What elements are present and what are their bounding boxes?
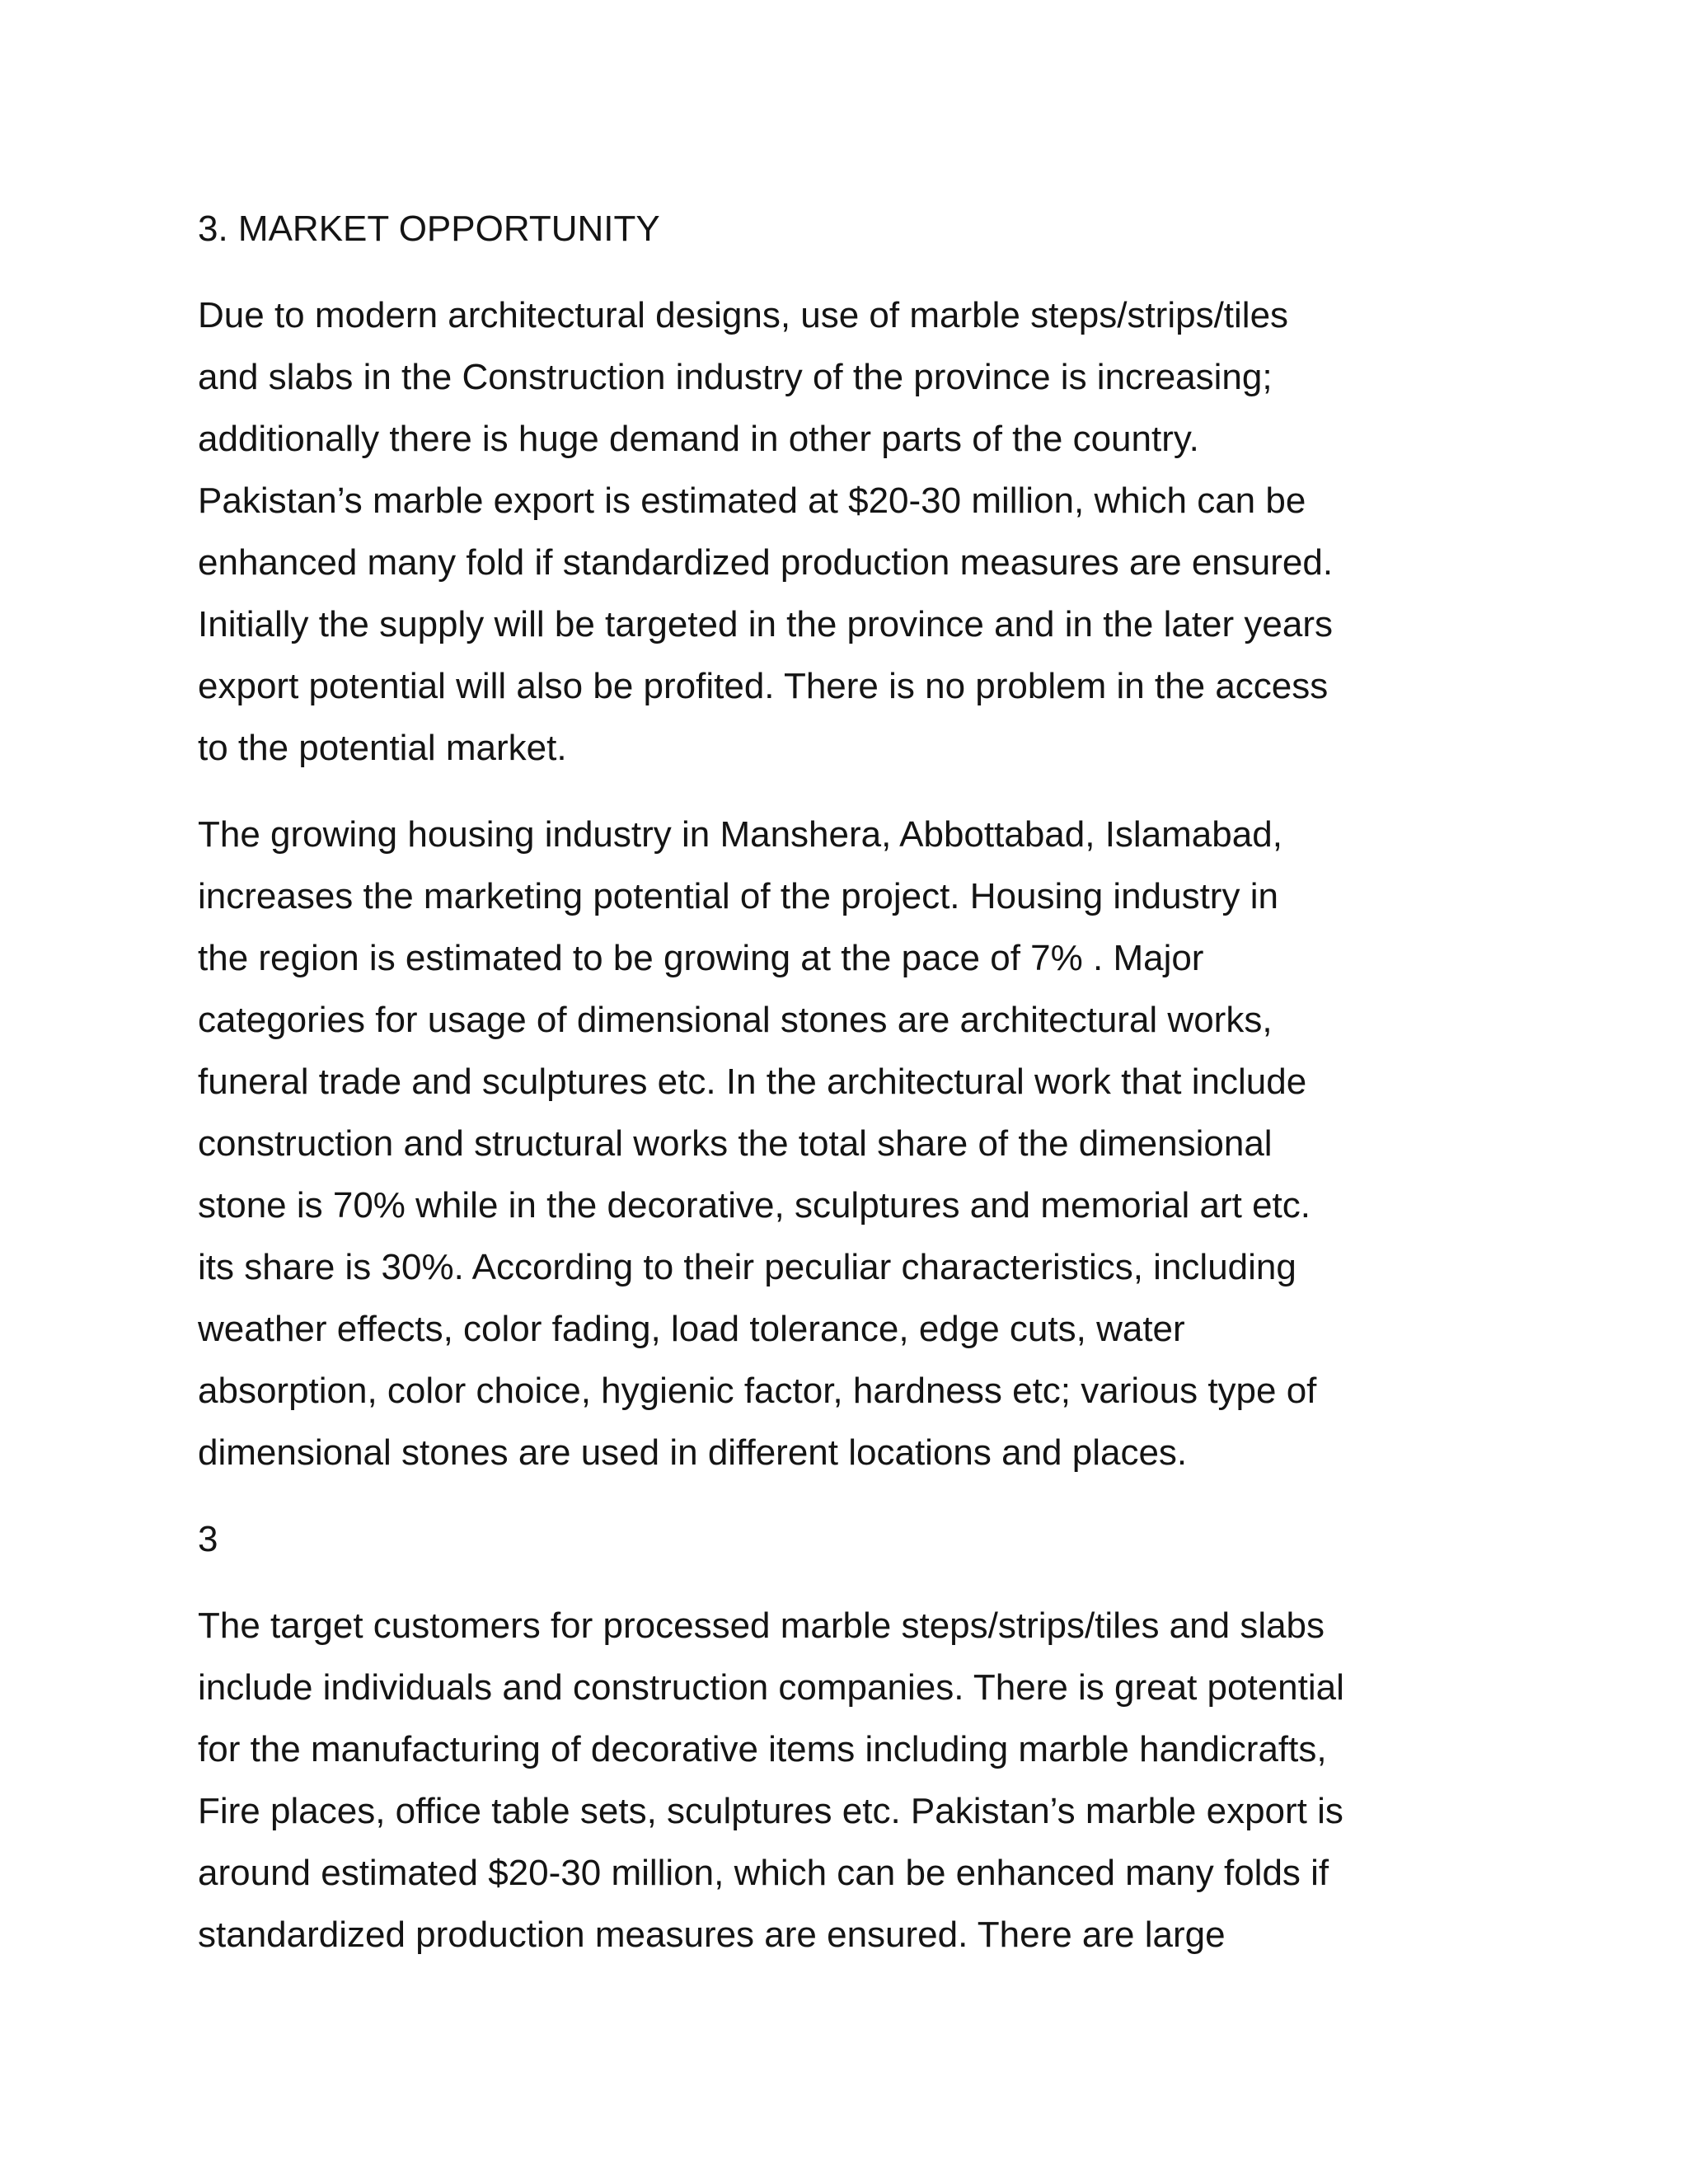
paragraph-housing-industry bbox=[198, 804, 1500, 1483]
paragraph-line: for the manufacturing of decorative items including marble handicrafts, bbox=[198, 1729, 1327, 1769]
paragraph-line: export potential will also be profited. There is no problem in the access bbox=[198, 666, 1329, 706]
paragraph-line: its share is 30%. According to their peculiar characteristics, including bbox=[198, 1247, 1296, 1287]
paragraph-line: absorption, color choice, hygienic factor, hardness etc; various type of bbox=[198, 1371, 1317, 1411]
paragraph-line: Due to modern architectural designs, use of marble steps/strips/tiles bbox=[198, 295, 1289, 335]
paragraph-line: enhanced many fold if standardized production measures are ensured. bbox=[198, 542, 1334, 583]
paragraph-line: Initially the supply will be targeted in the province and in the later years bbox=[198, 604, 1333, 644]
paragraph-line: Fire places, office table sets, sculptures etc. Pakistan’s marble export is bbox=[198, 1791, 1343, 1831]
paragraph-line: increases the marketing potential of the project. Housing industry in bbox=[198, 876, 1278, 916]
paragraph-line: around estimated $20-30 million, which can be enhanced many folds if bbox=[198, 1853, 1329, 1893]
page-number: 3 bbox=[198, 1519, 218, 1559]
paragraph-target-customers bbox=[198, 1595, 1500, 1966]
paragraph-line: weather effects, color fading, load tolerance, edge cuts, water bbox=[198, 1309, 1185, 1349]
paragraph-line: the region is estimated to be growing at the pace of 7% . Major bbox=[198, 938, 1204, 978]
document-content bbox=[198, 198, 1500, 1990]
paragraph-line: dimensional stones are used in different locations and places. bbox=[198, 1432, 1188, 1473]
paragraph-market-overview bbox=[198, 284, 1500, 779]
paragraph-line: categories for usage of dimensional stones are architectural works, bbox=[198, 1000, 1273, 1040]
paragraph-line: to the potential market. bbox=[198, 728, 567, 768]
paragraph-line: The growing housing industry in Manshera, Abbottabad, Islamabad, bbox=[198, 814, 1282, 855]
paragraph-line: standardized production measures are ensured. There are large bbox=[198, 1915, 1226, 1955]
paragraph-line: additionally there is huge demand in other parts of the country. bbox=[198, 419, 1199, 459]
section-heading: 3. MARKET OPPORTUNITY bbox=[198, 209, 660, 249]
paragraph-line: funeral trade and sculptures etc. In the architectural work that include bbox=[198, 1062, 1307, 1102]
paragraph-line: and slabs in the Construction industry of the province is increasing; bbox=[198, 357, 1273, 397]
paragraph-line: construction and structural works the total share of the dimensional bbox=[198, 1123, 1273, 1164]
paragraph-line: Pakistan’s marble export is estimated at $20-30 million, which can be bbox=[198, 480, 1306, 521]
paragraph-line: include individuals and construction companies. There is great potential bbox=[198, 1667, 1344, 1708]
paragraph-line: The target customers for processed marble steps/strips/tiles and slabs bbox=[198, 1605, 1325, 1646]
paragraph-line: stone is 70% while in the decorative, sculptures and memorial art etc. bbox=[198, 1185, 1311, 1226]
